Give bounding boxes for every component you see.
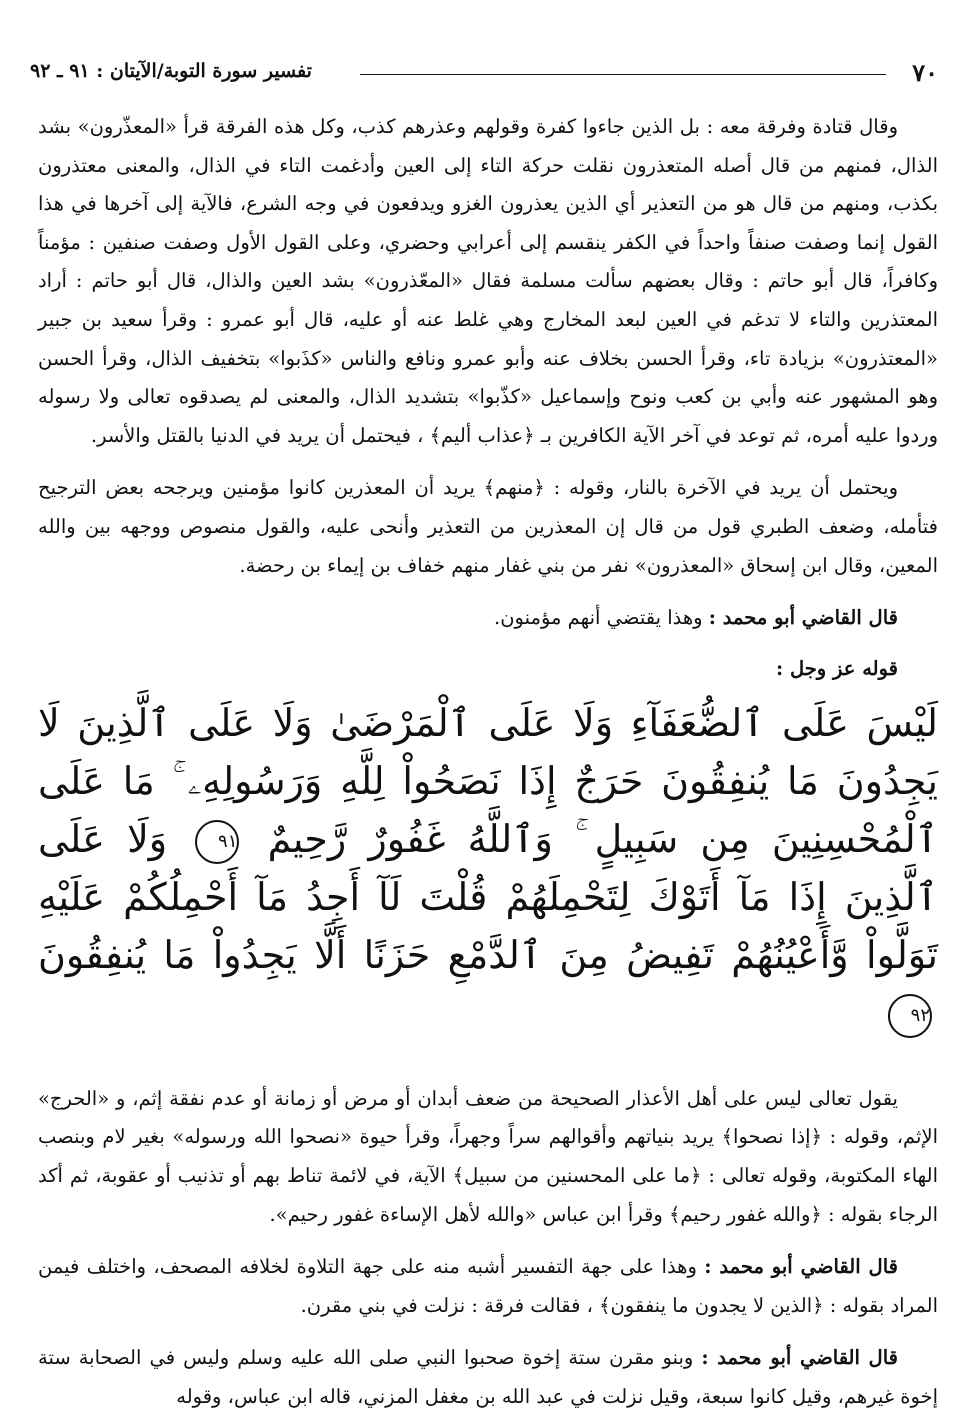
paragraph-text: وهذا يقتضي أنهم مؤمنون. [494,606,703,630]
verse-92-text: وَلَا عَلَى ٱلَّذِينَ إِذَا مَآ أَتَوْكَ لِتَحْمِلَهُمْ قُلْتَ لَآ أَجِدُ مَآ أَحْمِلُكُمْ عَلَيْهِ تَوَلَّواْ وَّأَعْيُنُهُمْ تَفِيضُ مِنَ ٱلدَّمْعِ حَزَنًا أَلَّا يَجِدُواْ مَا يُنفِقُونَ [38,816,938,977]
page-header [30,56,938,96]
paragraph-text: وبنو مقرن ستة إخوة صحبوا النبي صلى الله عليه وسلم وليس في الصحابة ستة إخوة غيرهم، وقيل كانوا سبعة، وقيل نزلت في عبد الله بن مغفل المزني، قاله ابن عباس، وقوله [38,1346,938,1408]
paragraph-minhum: ويحتمل أن يريد في الآخرة بالنار، وقوله : ﴿منهم﴾ يريد أن المعذرين كانوا مؤمنين ويرجحه بعض الترجيح فتأمله، وضعف الطبري قول من قال إن المعذرين من التعذير وأنحى عليه، والقول منصوص ووجهه بين والله المعين، وقال ابن إسحاق «المعذرون» نفر من بني غفار منهم خفاف بن إيماء بن رحضة. [38,476,938,577]
paragraph-text: وهذا على جهة التفسير أشبه منه على جهة التلاوة لخلافه المصحف، واختلف فيمن المراد بقوله : ﴿الذين لا يجدون ما ينفقون﴾ ، فقالت فرقة : نزلت في بني مقرن. [38,1255,938,1317]
paragraph-qatada: وقال قتادة وفرقة معه : بل الذين جاءوا كفرة وقولهم وعذرهم كذب، وكل هذه الفرقة قرأ «المعذّرون» بشد الذال، فمنهم من قال أصله المتعذرون نقلت حركة التاء إلى العين وأدغمت التاء في الذال، والمعنى معتذرون بكذب، ومنهم من قال هو من التعذير أي الذين يعذرون الغزو ويدفعون في وجه الشرع، فالآية إلى آخرها في هذا القول إنما وصفت صنفاً واحداً في الكفر ينقسم إلى أعرابي وحضري، وعلى القول الأول وصفت صنفين : مؤمناً وكافراً، قال أبو حاتم : وقال بعضهم سألت مسلمة فقال «المعّذرون» بشد العين والذال، قال أبو حاتم : أراد المعتذرين والتاء لا تدغم في العين لبعد المخارج وهي غلط عنه أو عليه، قال أبو عمرو : وقرأ سعيد بن جبير «المعتذرون» بزيادة تاء، وقرأ الحسن بخلاف عنه وأبو عمرو ونافع والناس «كذَبوا» بتخفيف الذال، وقرأ الحسن وهو المشهور عنه وأبي بن كعب ونوح وإسماعيل «كذّبوا» بتشديد الذال، والمعنى لم يصدقوه تعالى ولا رسوله وردوا عليه أمره، ثم توعد في آخر الآية الكافرين بـ ﴿عذاب أليم﴾ ، فيحتمل أن يريد في الدنيا بالقتل والأسر. [38,115,938,447]
page-number: ٧٠ [912,58,938,87]
speaker-label: قال القاضي أبو محمد : [704,1255,898,1279]
paragraph-qadi-2 [38,1248,938,1325]
ayah-number-92: ٩٢ [888,994,932,1038]
verse-91-text: لَيْسَ عَلَى ٱلضُّعَفَآءِ وَلَا عَلَى ٱلْمَرْضَىٰ وَلَا عَلَى ٱلَّذِينَ لَا يَجِدُونَ مَا يُنفِقُونَ حَرَجٌ إِذَا نَصَحُواْ لِلَّهِ وَرَسُولِهِۦ ۚ مَا عَلَى ٱلْمُحْسِنِينَ مِن سَبِيلٍ ۚ وَٱللَّهُ غَفُورٌ رَّحِيمٌ [38,700,938,861]
quran-verse [38,694,938,1042]
header-rule [360,74,886,75]
paragraph-commentary: يقول تعالى ليس على أهل الأعذار الصحيحة من ضعف أبدان أو مرض أو زمانة أو عدم نفقة إثم، و «الحرج» الإثم، وقوله : ﴿إذا نصحوا﴾ يريد بنياتهم وأقوالهم سراً وجهراً، وقرأ حيوة «نصحوا الله ورسوله» بغير لام وبنصب الهاء المكتوبة، وقوله تعالى : ﴿ما على المحسنين من سبيل﴾ الآية، في لائمة تناط بهم أو تذنيب أو عقوبة، ثم أكد الرجاء بقوله : ﴿والله غفور رحيم﴾ وقرأ ابن عباس «والله لأهل الإساءة غفور رحيم». [38,1086,939,1226]
page-body [38,108,938,1416]
ayah-number-91: ٩١ [195,820,239,864]
paragraph-qadi-3 [38,1339,938,1416]
speaker-label: قال القاضي أبو محمد : [701,1346,898,1370]
speaker-label: قال القاضي أبو محمد : [708,606,898,630]
verse-intro: قوله عز وجل : [776,656,898,680]
paragraph-qadi-1 [38,599,938,638]
running-title: تفسير سورة التوبة/الآيتان : ٩١ ـ ٩٢ [30,60,312,82]
